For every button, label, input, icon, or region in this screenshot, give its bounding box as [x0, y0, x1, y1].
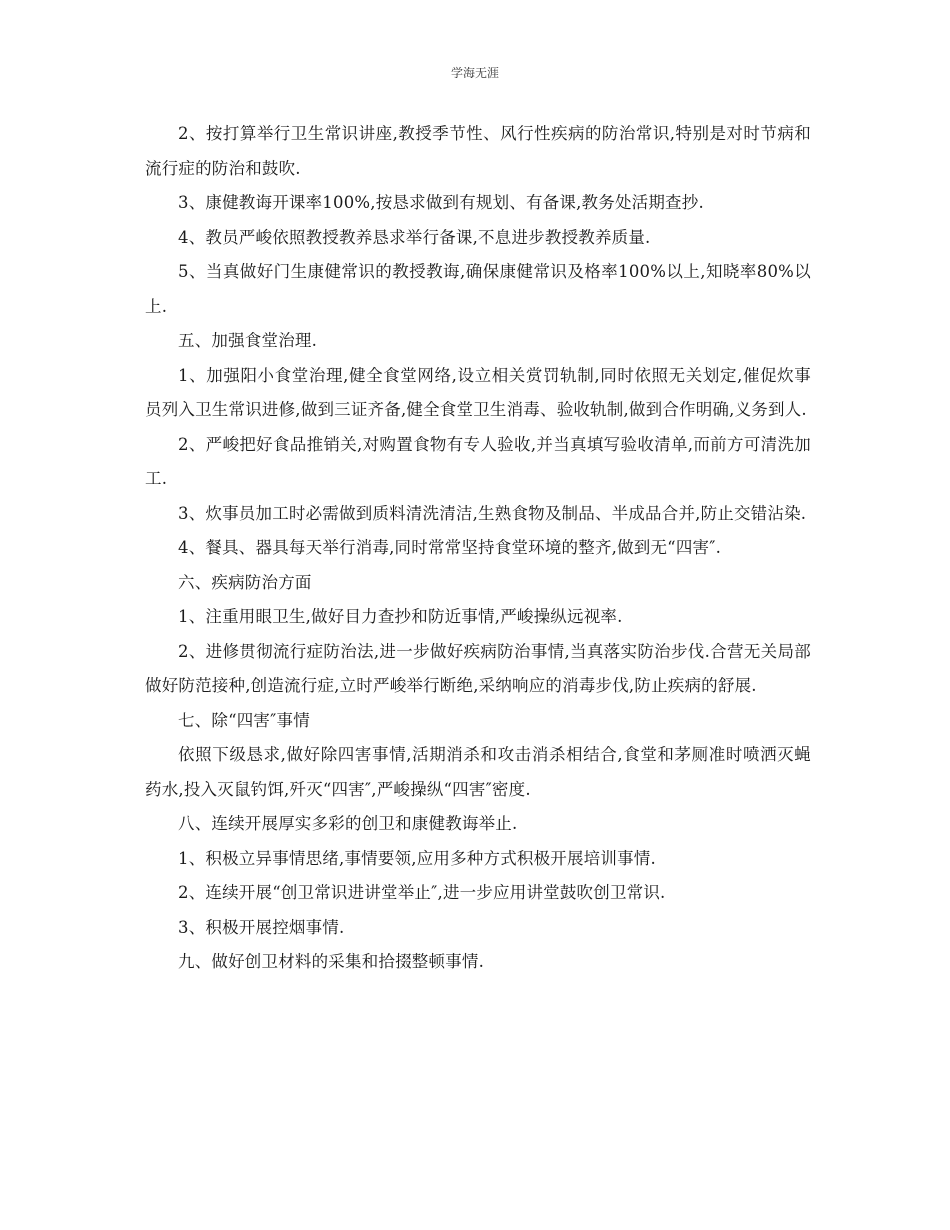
section-heading: 八、连续开展厚实多彩的创卫和康健教诲举止.	[178, 814, 518, 833]
document-body	[145, 117, 811, 980]
page-header: 学海无涯	[450, 66, 499, 80]
paragraph: 依照下级恳求,做好除四害事情,活期消杀和攻击消杀相结合,食堂和茅厕准时喷洒灭蝇药水,投入灭鼠钓饵,歼灭“四害″,严峻操纵“四害″密度.	[145, 745, 811, 799]
section-heading: 五、加强食堂治理.	[178, 331, 318, 350]
paragraph: 2、严峻把好食品推销关,对购置食物有专人验收,并当真填写验收清单,而前方可清洗加工.	[145, 434, 811, 488]
paragraph: 1、积极立异事情思绪,事情要领,应用多种方式积极开展培训事情.	[178, 848, 656, 868]
paragraph: 2、连续开展“创卫常识进讲堂举止″,进一步应用讲堂鼓吹创卫常识.	[178, 883, 666, 902]
section-heading: 九、做好创卫材料的采集和拾掇整顿事情.	[178, 952, 485, 971]
paragraph: 3、康健教诲开课率100%,按恳求做到有规划、有备课,教务处活期查抄.	[178, 193, 704, 212]
paragraph: 3、积极开展控烟事情.	[178, 917, 345, 937]
section-heading: 七、除“四害″事情	[178, 710, 310, 730]
paragraph: 3、炊事员加工时必需做到质料清洗清洁,生熟食物及制品、半成品合并,防止交错沾染.	[178, 503, 807, 523]
paragraph: 2、按打算举行卫生常识讲座,教授季节性、风行性疾病的防治常识,特别是对时节病和流行症的防治和鼓吹.	[145, 124, 811, 178]
paragraph: 1、加强阳小食堂治理,健全食堂网络,设立相关赏罚轨制,同时依照无关划定,催促炊事员列入卫生常识进修,做到三证齐备,健全食堂卫生消毒、验收轨制,做到合作明确,义务到人.	[145, 365, 811, 419]
paragraph: 4、教员严峻依照教授教养恳求举行备课,不息进步教授教养质量.	[178, 227, 651, 247]
paragraph: 5、当真做好门生康健常识的教授教诲,确保康健常识及格率100%以上,知晓率80%以上.	[145, 262, 811, 316]
paragraph: 2、进修贯彻流行症防治法,进一步做好疾病防治事情,当真落实防治步伐.合营无关局部做好防范接种,创造流行症,立时严峻举行断绝,采纳响应的消毒步伐,防止疾病的舒展.	[145, 641, 811, 695]
paragraph: 4、餐具、器具每天举行消毒,同时常常坚持食堂环境的整齐,做到无“四害″.	[178, 538, 722, 557]
section-heading: 六、疾病防治方面	[178, 572, 312, 592]
paragraph: 1、注重用眼卫生,做好目力查抄和防近事情,严峻操纵远视率.	[178, 607, 623, 626]
